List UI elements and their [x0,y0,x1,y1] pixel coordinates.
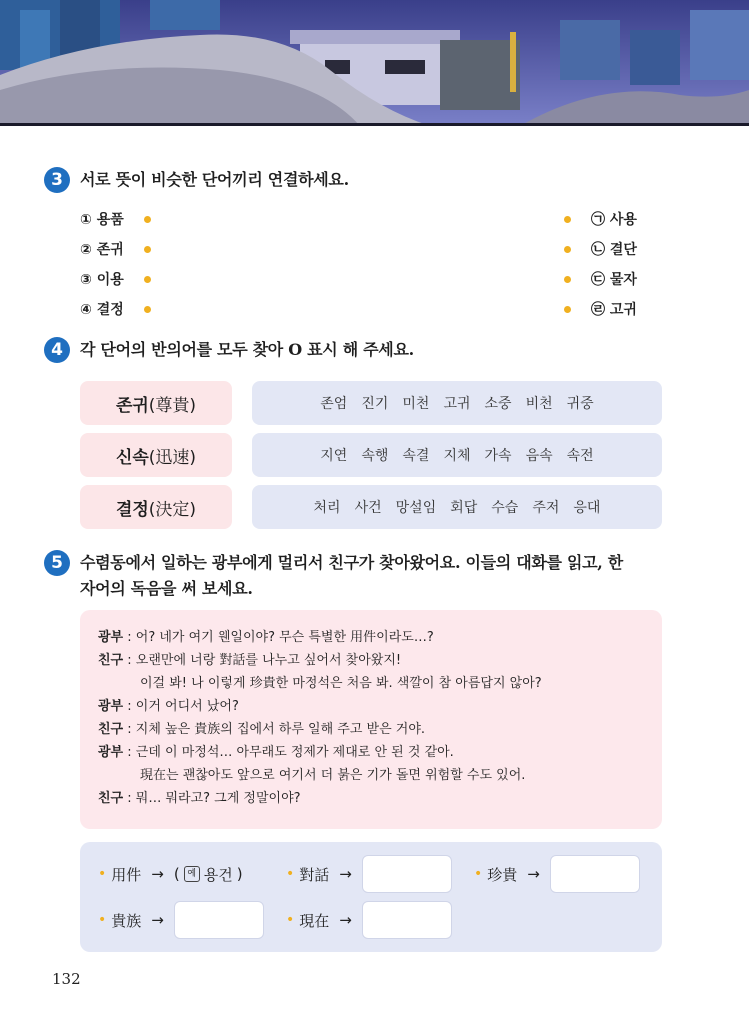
dialog-line: 광부 : 이거 어디서 났어? [98,699,239,714]
speaker-name: 광부 [98,699,124,714]
answer-input[interactable] [550,855,640,893]
question-number-badge: 3 [44,167,70,193]
antonym-options [252,485,662,529]
antonym-options [252,381,662,425]
speaker-name: 광부 [98,630,124,645]
match-left-item[interactable]: ① 용품 [80,204,151,234]
antonym-option[interactable]: 미천 [402,396,430,412]
antonym-option[interactable]: 속행 [361,448,389,464]
arrow-icon: → [527,865,540,883]
speaker-name: 친구 [98,791,124,806]
match-dot[interactable] [564,246,571,253]
antonym-option[interactable]: 사건 [354,500,382,516]
dialog-line: 광부 : 어? 네가 여기 웬일이야? 무슨 특별한 用件이라도…? [98,630,434,645]
dialog-line: 現在는 괜찮아도 앞으로 여기서 더 붉은 기가 돌면 위험할 수도 있어. [140,768,526,783]
match-left-item[interactable]: ④ 결정 [80,294,151,324]
question-5-header [44,550,623,602]
antonym-option[interactable]: 속전 [566,448,594,464]
antonym-option[interactable]: 주저 [532,500,560,516]
question-3-header [44,167,349,193]
dialog-line: 광부 : 근데 이 마정석… 아무래도 정제가 제대로 안 된 것 같아. [98,745,454,760]
antonym-option[interactable]: 비천 [525,396,553,412]
speaker-name: 친구 [98,653,124,668]
match-dot[interactable] [144,306,151,313]
dialog-box [80,610,662,829]
match-right-item[interactable]: ㉡ 결단 [564,234,637,264]
question-number-badge: 4 [44,337,70,363]
answer-item: • 貴族 → [98,902,264,938]
match-dot[interactable] [144,276,151,283]
match-left-item[interactable]: ② 존귀 [80,234,151,264]
antonym-option[interactable]: 고귀 [443,396,471,412]
antonym-option[interactable]: 지연 [320,448,348,464]
question-instruction: 각 단어의 반의어를 모두 찾아 O 표시 해 주세요. [80,340,414,359]
match-dot[interactable] [564,276,571,283]
arrow-icon: → [151,865,164,883]
antonym-option[interactable]: 존엄 [320,396,348,412]
dialog-line: 친구 : 오랜만에 너랑 對話를 나누고 싶어서 찾아왔지! [98,653,402,668]
antonym-option[interactable]: 망설임 [395,500,437,516]
answer-example: • 用件 → ( 예 용건 ) [98,865,243,884]
match-dot[interactable] [144,216,151,223]
antonym-option[interactable]: 속결 [402,448,430,464]
match-right-item[interactable]: ㉠ 사용 [564,204,637,234]
match-right-item[interactable]: ㉢ 물자 [564,264,637,294]
match-dot[interactable] [564,306,571,313]
antonym-target-word: 신속 (迅速) [80,433,232,477]
match-dot[interactable] [564,216,571,223]
matching-left-column [80,204,151,324]
question-instruction: 수렴동에서 일하는 광부에게 멀리서 친구가 찾아왔어요. 이들의 대화를 읽고, 한 자어의 독음을 써 보세요. [80,553,623,598]
dialog-line: 친구 : 지체 높은 貴族의 집에서 하루 일해 주고 받은 거야. [98,722,426,737]
arrow-icon: → [339,911,352,929]
question-4-header [44,337,414,363]
match-dot[interactable] [144,246,151,253]
dialog-line: 이걸 봐! 나 이렇게 珍貴한 마정석은 처음 봐. 색깔이 참 아름답지 않아? [140,676,542,691]
answer-panel [80,842,662,952]
question-instruction: 서로 뜻이 비슷한 단어끼리 연결하세요. [80,170,349,189]
answer-item: • 珍貴 → [474,856,640,892]
dialog-line: 친구 : 뭐… 뭐라고? 그게 정말이야? [98,791,301,806]
antonym-option[interactable]: 응대 [573,500,601,516]
antonym-option[interactable]: 회답 [450,500,478,516]
antonym-option[interactable]: 가속 [484,448,512,464]
answer-input[interactable] [174,901,264,939]
antonym-row [80,381,662,425]
antonym-option[interactable]: 수습 [491,500,519,516]
match-left-item[interactable]: ③ 이용 [80,264,151,294]
antonym-row [80,433,662,477]
question-number-badge: 5 [44,550,70,576]
antonym-row [80,485,662,529]
answer-input[interactable] [362,901,452,939]
page-number: 132 [52,970,81,988]
speaker-name: 광부 [98,745,124,760]
banner-illustration [0,0,749,126]
antonym-option[interactable]: 소중 [484,396,512,412]
arrow-icon: → [151,911,164,929]
speaker-name: 친구 [98,722,124,737]
antonym-option[interactable]: 지체 [443,448,471,464]
antonym-option[interactable]: 귀중 [566,396,594,412]
answer-item: • 對話 → [286,856,452,892]
antonym-option[interactable]: 음속 [525,448,553,464]
antonym-target-word: 결정 (決定) [80,485,232,529]
example-mark-icon: 예 [184,866,200,882]
answer-item: • 現在 → [286,902,452,938]
antonym-option[interactable]: 진기 [361,396,389,412]
matching-right-column [564,204,637,324]
antonym-target-word: 존귀 (尊貴) [80,381,232,425]
antonym-option[interactable]: 처리 [313,500,341,516]
arrow-icon: → [339,865,352,883]
match-right-item[interactable]: ㉣ 고귀 [564,294,637,324]
antonym-options [252,433,662,477]
answer-input[interactable] [362,855,452,893]
